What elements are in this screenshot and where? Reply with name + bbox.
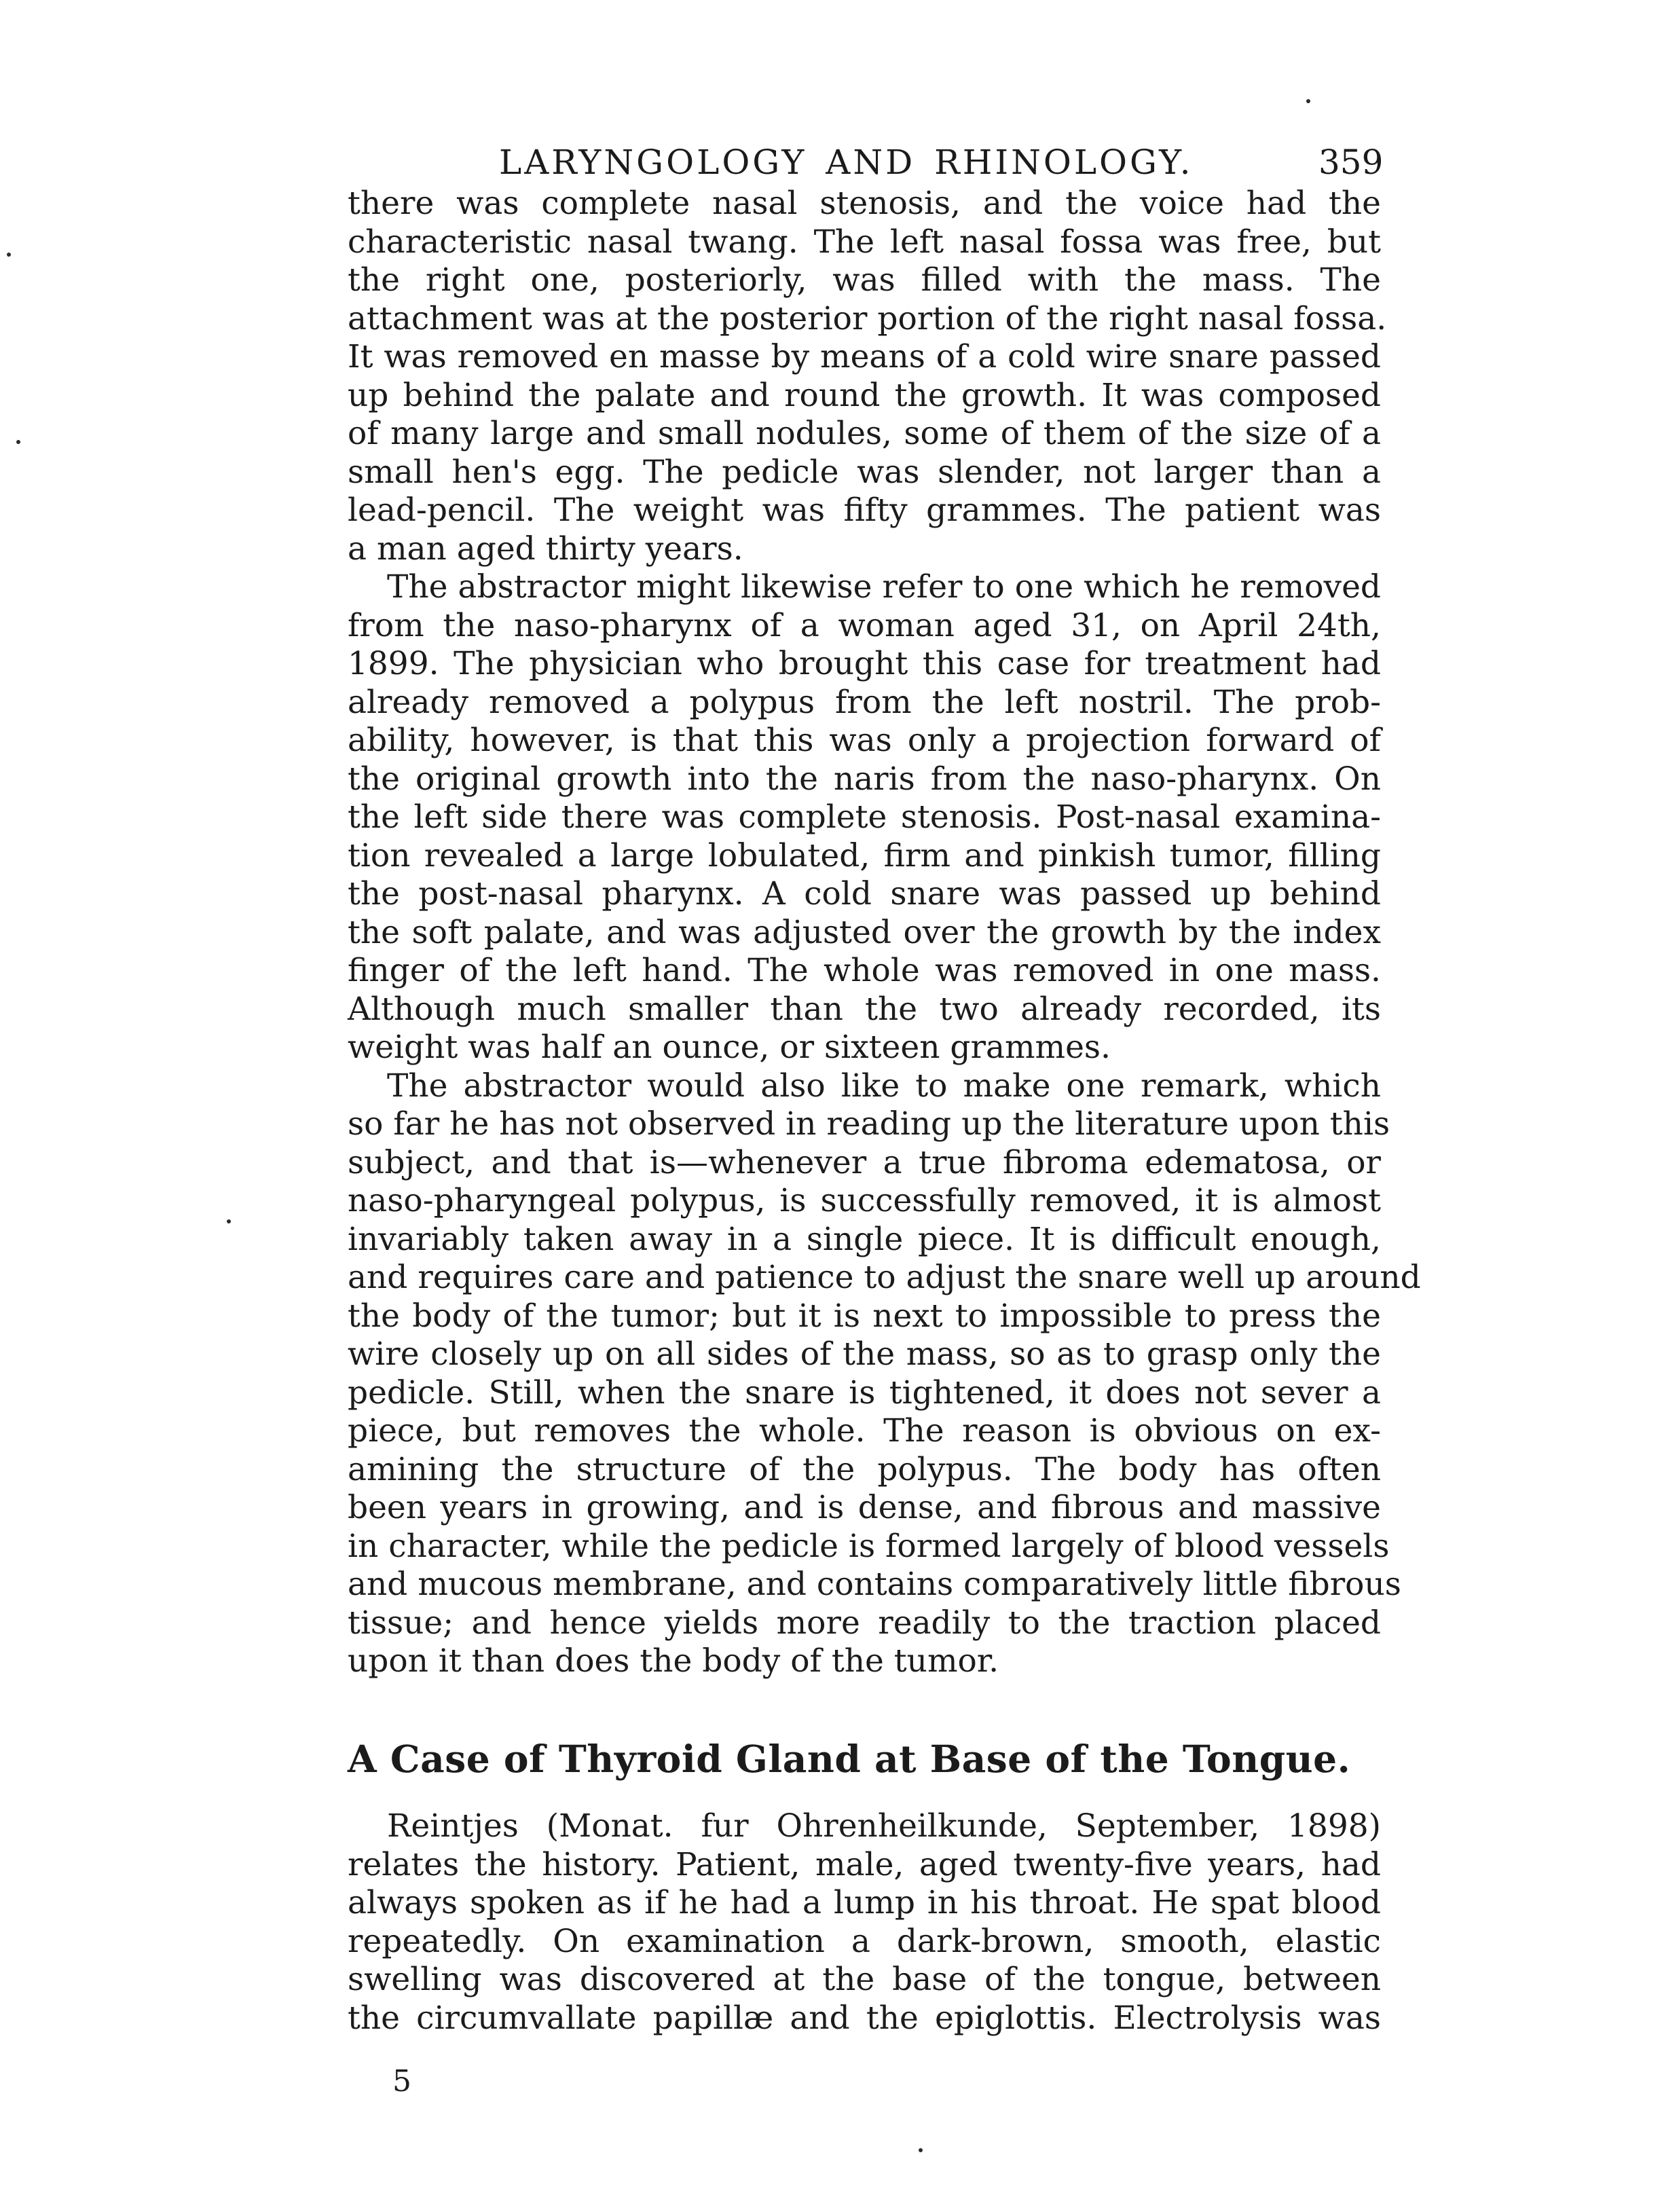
text-line: small hen's egg. The pedicle was slender, not larger than a xyxy=(348,453,1381,491)
text-line: and requires care and patience to adjust the snare well up around xyxy=(348,1259,1421,1296)
text-line: and mucous membrane, and contains comparatively little fibrous xyxy=(348,1566,1401,1603)
text-line: invariably taken away in a single piece. It is difficult enough, xyxy=(348,1220,1381,1258)
text-line: finger of the left hand. The whole was removed in one mass. xyxy=(348,952,1381,989)
text-line: the circumvallate papillæ and the epiglottis. Electrolysis was xyxy=(348,1999,1381,2037)
text-line: ability, however, is that this was only a projection forward of xyxy=(348,722,1381,759)
text-line: the right one, posteriorly, was filled with the mass. The xyxy=(348,261,1381,299)
text-line: in character, while the pedicle is formed largely of blood vessels xyxy=(348,1527,1390,1565)
text-line: of many large and small nodules, some of them of the size of a xyxy=(348,415,1381,452)
text-line: always spoken as if he had a lump in his throat. He spat blood xyxy=(348,1884,1381,1921)
text-line: so far he has not observed in reading up the literature upon this xyxy=(348,1105,1390,1143)
text-line: there was complete nasal stenosis, and the voice had the xyxy=(348,185,1381,222)
text-line: naso-pharyngeal polypus, is successfully removed, it is almost xyxy=(348,1182,1381,1219)
signature-mark: 5 xyxy=(392,2064,411,2099)
print-speck xyxy=(227,1219,231,1223)
text-line: amining the structure of the polypus. The body has often xyxy=(348,1450,1381,1488)
text-line: The abstractor might likewise refer to one which he removed xyxy=(387,568,1381,606)
text-line: It was removed en masse by means of a cold wire snare passed xyxy=(348,338,1381,375)
text-line: upon it than does the body of the tumor. xyxy=(348,1642,999,1680)
text-line: relates the history. Patient, male, aged twenty-five years, had xyxy=(348,1845,1381,1883)
text-line: swelling was discovered at the base of the tongue, between xyxy=(348,1961,1381,1998)
running-title: LARYNGOLOGY AND RHINOLOGY. xyxy=(499,143,1194,182)
print-speck xyxy=(7,253,11,257)
print-speck xyxy=(1306,99,1310,103)
text-line: tissue; and hence yields more readily to the traction placed xyxy=(348,1604,1381,1642)
text-line: a man aged thirty years. xyxy=(348,530,743,568)
text-line: wire closely up on all sides of the mass, so as to grasp only the xyxy=(348,1335,1381,1373)
text-line: repeatedly. On examination a dark-brown, smooth, elastic xyxy=(348,1922,1381,1960)
text-line: The abstractor would also like to make one remark, which xyxy=(387,1067,1381,1105)
page-number: 359 xyxy=(1318,143,1384,182)
text-line: pedicle. Still, when the snare is tightened, it does not sever a xyxy=(348,1374,1381,1412)
text-line: characteristic nasal twang. The left nasal fossa was free, but xyxy=(348,223,1381,261)
text-line: up behind the palate and round the growth. It was composed xyxy=(348,376,1381,414)
text-line: tion revealed a large lobulated, firm and pinkish tumor, filling xyxy=(348,836,1381,874)
text-line: from the naso-pharynx of a woman aged 31, on April 24th, xyxy=(348,606,1381,644)
text-line: lead-pencil. The weight was fifty grammes. The patient was xyxy=(348,492,1381,529)
text-line: already removed a polypus from the left nostril. The prob- xyxy=(348,683,1381,721)
section-body xyxy=(348,1807,1381,2038)
text-line: 1899. The physician who brought this case for treatment had xyxy=(348,645,1381,682)
text-line: Reintjes (Monat. fur Ohrenheilkunde, September, 1898) xyxy=(387,1807,1381,1845)
text-line: attachment was at the posterior portion of the right nasal fossa. xyxy=(348,299,1387,337)
text-line: the body of the tumor; but it is next to impossible to press the xyxy=(348,1297,1381,1335)
text-line: been years in growing, and is dense, and fibrous and massive xyxy=(348,1489,1381,1526)
print-speck xyxy=(16,440,20,444)
print-speck xyxy=(919,2148,923,2152)
text-line: the post-nasal pharynx. A cold snare was passed up behind xyxy=(348,875,1381,913)
paragraph-continued xyxy=(348,185,1421,1681)
text-line: subject, and that is—whenever a true fibroma edematosa, or xyxy=(348,1143,1381,1181)
text-line: the soft palate, and was adjusted over the growth by the index xyxy=(348,913,1381,951)
text-line: the left side there was complete stenosis. Post-nasal examina- xyxy=(348,798,1381,836)
text-line: the original growth into the naris from the naso-pharynx. On xyxy=(348,760,1381,798)
text-line: Although much smaller than the two already recorded, its xyxy=(348,990,1381,1028)
section-heading: A Case of Thyroid Gland at Base of the Tongue. xyxy=(348,1737,1351,1781)
text-line: piece, but removes the whole. The reason is obvious on ex- xyxy=(348,1412,1381,1450)
text-line: weight was half an ounce, or sixteen grammes. xyxy=(348,1029,1111,1066)
